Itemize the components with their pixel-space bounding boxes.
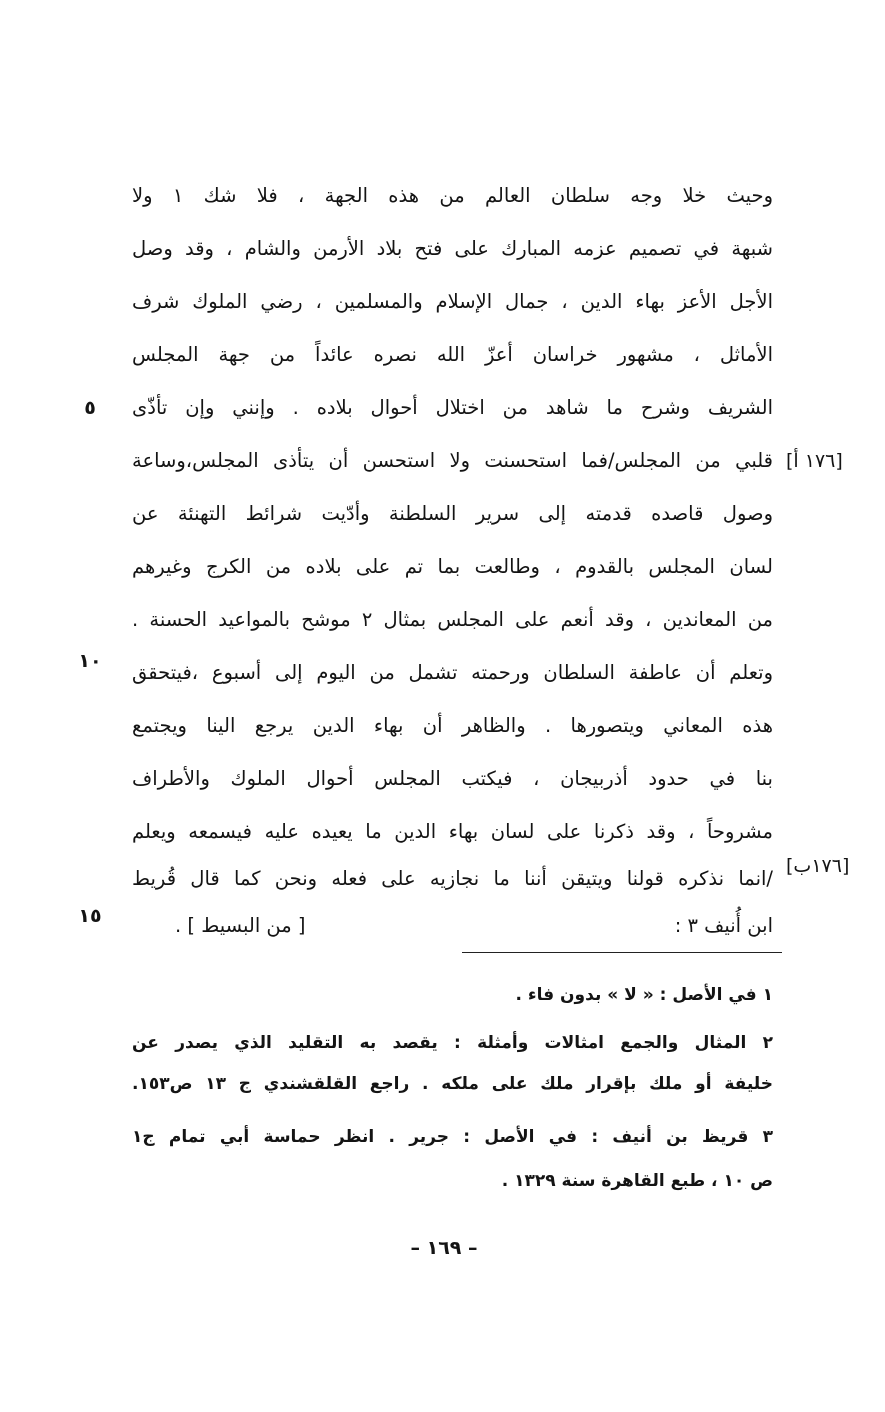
- verse-meter-note: [ من البسيط ] .: [175, 914, 306, 937]
- line-number-15: ١٥: [78, 905, 102, 927]
- footnote-1: ١ في الأصل : « لا » بدون فاء .: [515, 985, 773, 1005]
- line-number-5: ٥: [84, 397, 96, 419]
- folio-marker-recto: [١٧٦ أ]: [786, 450, 843, 472]
- body-line-7: وصول قاصده قدمته إلى سرير السلطنة وأدّيت شرائط التهنئة عن: [132, 502, 773, 525]
- footnote-divider: [462, 952, 782, 953]
- body-line-9: من المعاندين ، وقد أنعم على المجلس بمثال ٢ موشح بالمواعيد الحسنة .: [132, 608, 773, 631]
- body-line-5: الشريف وشرح ما شاهد من اختلال أحوال بلاده . وإنني وإن تأذّى: [132, 396, 773, 419]
- body-line-8: لسان المجلس بالقدوم ، وطالعت بما تم على بلاده من الكرج وغيرهم: [132, 555, 773, 578]
- body-line-11: هذه المعاني ويتصورها . والظاهر أن بهاء الدين يرجع الينا ويجتمع: [132, 714, 773, 737]
- body-line-10: وتعلم أن عاطفة السلطان ورحمته تشمل من اليوم إلى أسبوع ،فيتحقق: [132, 661, 773, 684]
- body-line-4: الأماثل ، مشهور خراسان أعزّ الله نصره عائداً من جهة المجلس: [132, 343, 773, 366]
- body-line-1: وحيث خلا وجه سلطان العالم من هذه الجهة ، فلا شك ١ ولا: [132, 184, 773, 207]
- body-line-2: شبهة في تصميم عزمه المبارك على فتح بلاد الأرمن والشام ، وقد وصل: [132, 237, 773, 260]
- body-line-12: بنا في حدود أذربيجان ، فيكتب المجلس أحوال الملوك والأطراف: [132, 767, 773, 790]
- folio-marker-verso: [١٧٦ب]: [786, 855, 850, 877]
- footnote-3-line-1: ٣ قريظ بن أنيف : في الأصل : جرير . انظر حماسة أبي تمام ج١: [132, 1127, 773, 1147]
- footnote-3-line-2: ص ١٠ ، طبع القاهرة سنة ١٣٢٩ .: [501, 1171, 773, 1191]
- footnote-2-line-2: خليفة أو ملك بإقرار ملك على ملكه . راجع القلقشندي ج ١٣ ص١٥٣.: [132, 1074, 773, 1094]
- body-line-6: قلبي من المجلس/فما استحسنت ولا استحسن أن يتأذى المجلس،وساعة: [132, 449, 773, 472]
- page-number: – ١٦٩ –: [410, 1237, 478, 1259]
- body-line-15: ابن أُنيف ٣ :: [674, 914, 773, 937]
- body-line-3: الأجل الأعز بهاء الدين ، جمال الإسلام والمسلمين ، رضي الملوك شرف: [132, 290, 773, 313]
- line-number-10: ١٠: [78, 650, 102, 672]
- body-line-14: /انما نذكره قولنا ويتيقن أننا ما نجازيه على فعله ونحن كما قال قُريط: [132, 867, 773, 890]
- footnote-2-line-1: ٢ المثال والجمع امثالات وأمثلة : يقصد به التقليد الذي يصدر عن: [132, 1033, 773, 1053]
- body-line-13: مشروحاً ، وقد ذكرنا على لسان بهاء الدين ما يعيده عليه فيسمعه ويعلم: [132, 820, 773, 843]
